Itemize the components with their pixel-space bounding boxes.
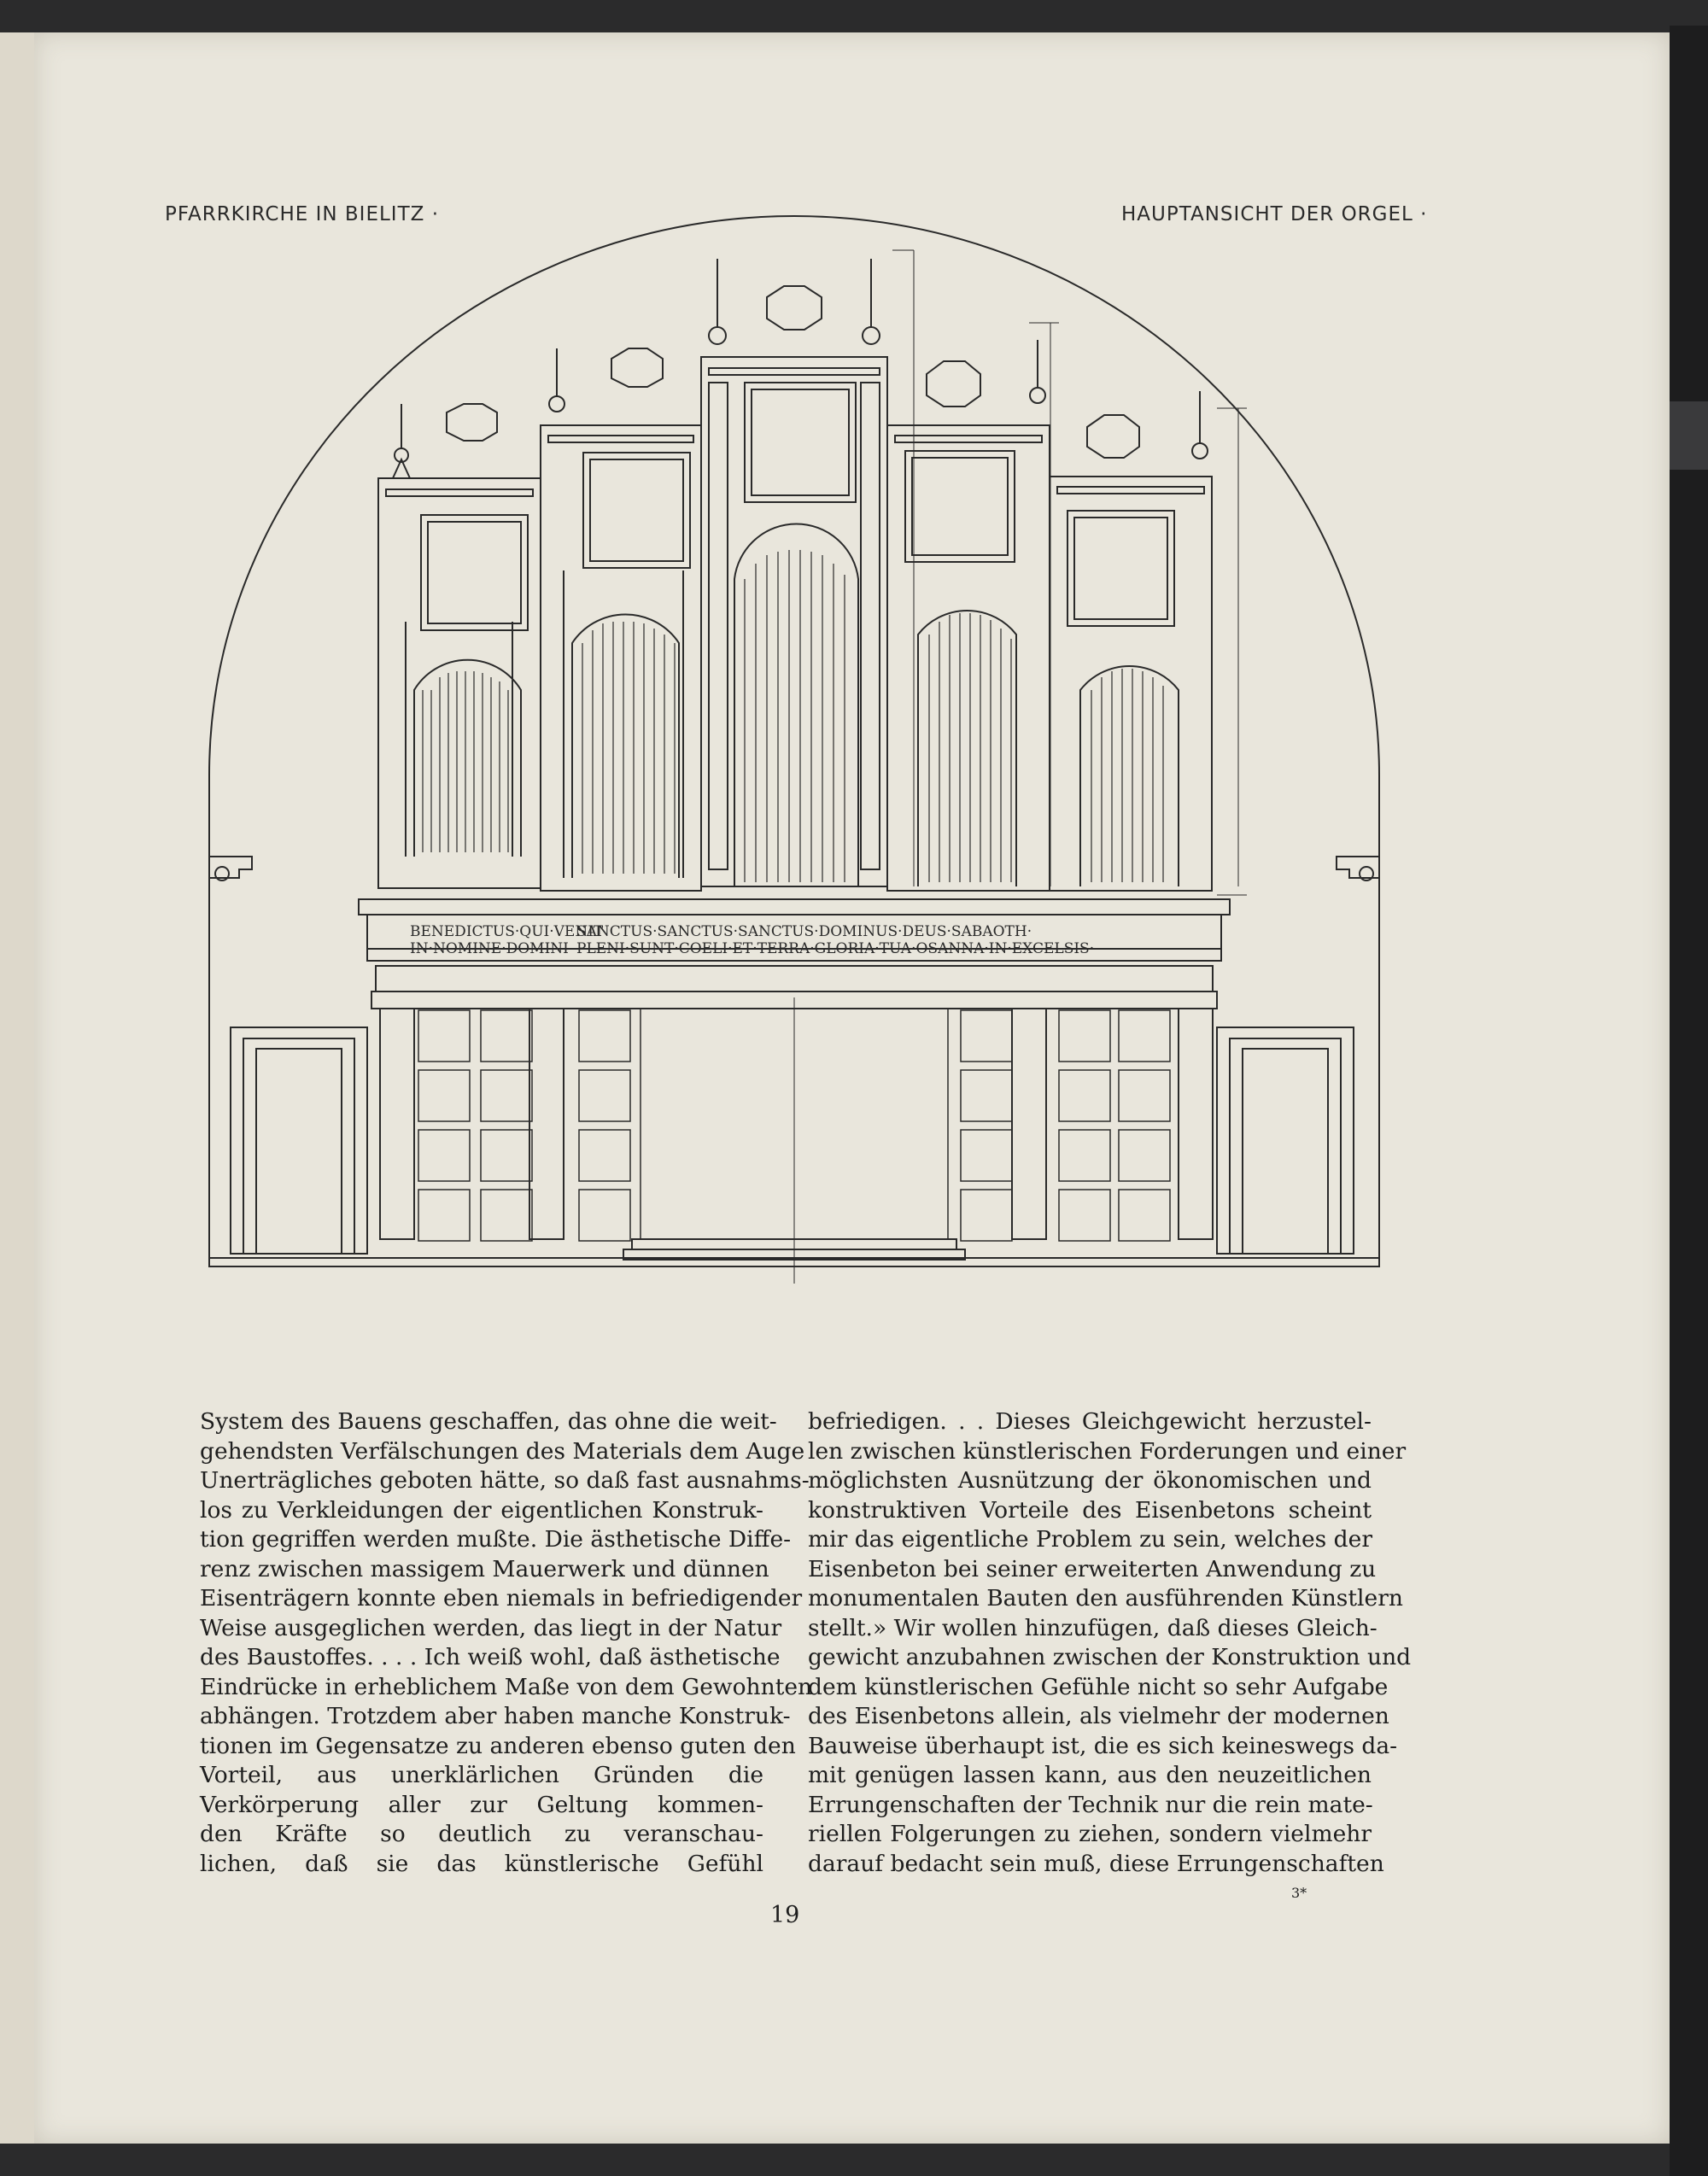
- text-line: stellt.» Wir wollen hinzufügen, daß dieses Gleich-: [808, 1614, 1378, 1641]
- text-line: des Eisenbetons allein, als vielmehr der modernen: [808, 1703, 1389, 1729]
- running-header-left: PFARRKIRCHE IN BIELITZ ·: [165, 203, 440, 225]
- text-line: des Baustoffes. . . . Ich weiß wohl, daß ästhetische: [200, 1644, 781, 1670]
- text-line: mir das eigentliche Problem zu sein, welches der: [808, 1526, 1372, 1553]
- text-line: dem künstlerischen Gefühle nicht so sehr Aufgabe: [808, 1673, 1389, 1700]
- facing-page-edge: [0, 32, 38, 2144]
- text-line: Bauweise überhaupt ist, die es sich keineswegs da-: [808, 1732, 1398, 1759]
- text-line: Eisenbeton bei seiner erweiterten Anwendung zu: [808, 1555, 1377, 1582]
- text-line: tion gegriffen werden mußte. Die ästhetische Diffe-: [200, 1526, 792, 1553]
- text-line: System des Bauens geschaffen, das ohne die weit-: [200, 1408, 777, 1435]
- inscription-left-top: BENEDICTUS·QUI·VENIT: [410, 923, 604, 940]
- text-line: lichen, daß sie das künstlerische Gefühl: [200, 1850, 763, 1877]
- text-line: möglichsten Ausnützung der ökonomischen und: [808, 1467, 1372, 1494]
- text-line: darauf bedacht sein muß, diese Errungenschaften: [808, 1850, 1384, 1877]
- text-line: renz zwischen massigem Mauerwerk und dünnen: [200, 1555, 769, 1582]
- text-line: Weise ausgeglichen werden, das liegt in der Natur: [200, 1614, 782, 1641]
- tower-5: [1050, 391, 1212, 891]
- text-line: den Kräfte so deutlich zu veranschau-: [200, 1821, 763, 1847]
- running-header-right: HAUPTANSICHT DER ORGEL ·: [1121, 203, 1428, 225]
- inscription-top: SANCTUS·SANCTUS·SANCTUS·DOMINUS·DEUS·SABAOTH·: [576, 923, 1032, 940]
- text-line: Unerträgliches geboten hätte, so daß fast ausnahms-: [200, 1467, 810, 1494]
- text-line: los zu Verkleidungen der eigentlichen Konstruk-: [200, 1496, 763, 1524]
- tower-4: [887, 340, 1050, 891]
- text-line: konstruktiven Vorteile des Eisenbetons scheint: [808, 1496, 1372, 1524]
- inscription-bottom: PLENI·SUNT·COELI·ET·TERRA·GLORIA·TUA·OSANNA·IN·EXCELSIS·: [576, 940, 1095, 957]
- text-line: mit genügen lassen kann, aus den neuzeitlichen: [808, 1762, 1372, 1788]
- text-line: Vorteil, aus unerklärlichen Gründen die: [200, 1762, 763, 1788]
- page-tab: [1670, 401, 1708, 470]
- text-line: gewicht anzubahnen zwischen der Konstruktion und: [808, 1644, 1412, 1670]
- text-line: befriedigen. . . Dieses Gleichgewicht herzustel-: [808, 1408, 1372, 1435]
- text-line: Verkörperung aller zur Geltung kommen-: [200, 1791, 763, 1818]
- text-line: riellen Folgerungen zu ziehen, sondern vielmehr: [808, 1821, 1372, 1847]
- signature-mark: 3*: [1291, 1885, 1307, 1901]
- tower-3-center: [701, 259, 887, 886]
- text-line: monumentalen Bauten den ausführenden Künstlern: [808, 1585, 1403, 1612]
- text-line: Eindrücke in erheblichem Maße von dem Gewohnten: [200, 1673, 813, 1700]
- text-line: len zwischen künstlerischen Forderungen und einer: [808, 1437, 1407, 1465]
- text-line: abhängen. Trotzdem aber haben manche Konstruk-: [200, 1703, 791, 1729]
- tower-1: [378, 404, 541, 888]
- organ-elevation-drawing: [196, 212, 1392, 1301]
- text-column-right: [808, 1407, 1412, 1879]
- text-line: gehendsten Verfälschungen des Materials dem Auge: [200, 1437, 805, 1465]
- inscription-left-bottom: IN·NOMINE·DOMINI: [410, 940, 569, 957]
- text-line: Eisenträgern konnte eben niemals in befriedigender: [200, 1585, 803, 1612]
- tower-2: [541, 348, 701, 891]
- text-line: Errungenschaften der Technik nur die rein mate-: [808, 1791, 1373, 1818]
- book-edge: [1670, 26, 1708, 2176]
- text-column-left: [200, 1407, 813, 1879]
- text-line: tionen im Gegensatze zu anderen ebenso guten den: [200, 1732, 796, 1759]
- page-number: 19: [770, 1902, 800, 1928]
